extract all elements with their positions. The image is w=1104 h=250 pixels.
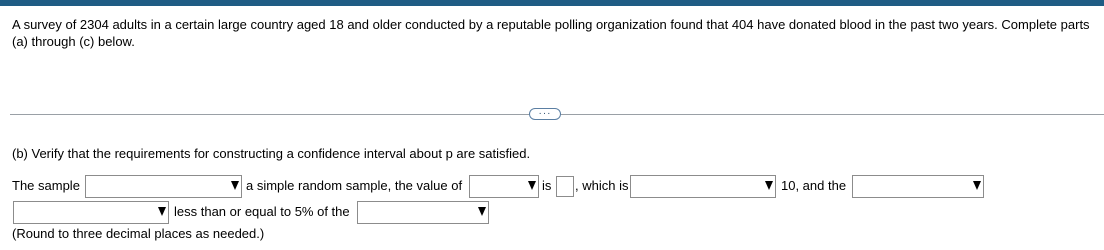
text-ten-and-the: 10, and the <box>781 178 847 193</box>
text-which-is: , which is <box>575 178 629 193</box>
dropdown-caret-icon <box>231 181 239 190</box>
dropdown-caret-icon <box>478 207 486 216</box>
comparison-dropdown[interactable] <box>630 175 776 198</box>
dropdown-caret-icon <box>973 181 981 190</box>
less-than-subject-dropdown[interactable] <box>13 201 169 224</box>
rounding-note: (Round to three decimal places as needed.) <box>12 226 265 241</box>
dropdown-caret-icon <box>765 181 773 190</box>
dropdown-caret-icon <box>158 207 166 216</box>
dropdown-caret-icon <box>528 181 536 190</box>
population-dropdown[interactable] <box>357 201 489 224</box>
question-intro: A survey of 2304 adults in a certain large country aged 18 and older conducted by a reputable polling organization found that 404 have donated blood in the past two years. Complete parts (a) through (c) below. <box>12 17 1090 49</box>
text-the-sample: The sample <box>12 178 80 193</box>
expand-more-button[interactable]: ··· <box>529 108 561 120</box>
text-random-sample: a simple random sample, the value of <box>246 178 463 193</box>
answer-input[interactable] <box>556 176 574 197</box>
value-of-dropdown[interactable] <box>469 175 539 198</box>
text-less-than: less than or equal to 5% of the <box>174 204 350 219</box>
and-the-dropdown[interactable] <box>852 175 984 198</box>
sample-status-dropdown[interactable] <box>85 175 242 198</box>
part-b-heading: (b) Verify that the requirements for constructing a confidence interval about p are satisfied. <box>12 146 531 161</box>
top-banner <box>0 0 1104 6</box>
text-is: is <box>542 178 552 193</box>
